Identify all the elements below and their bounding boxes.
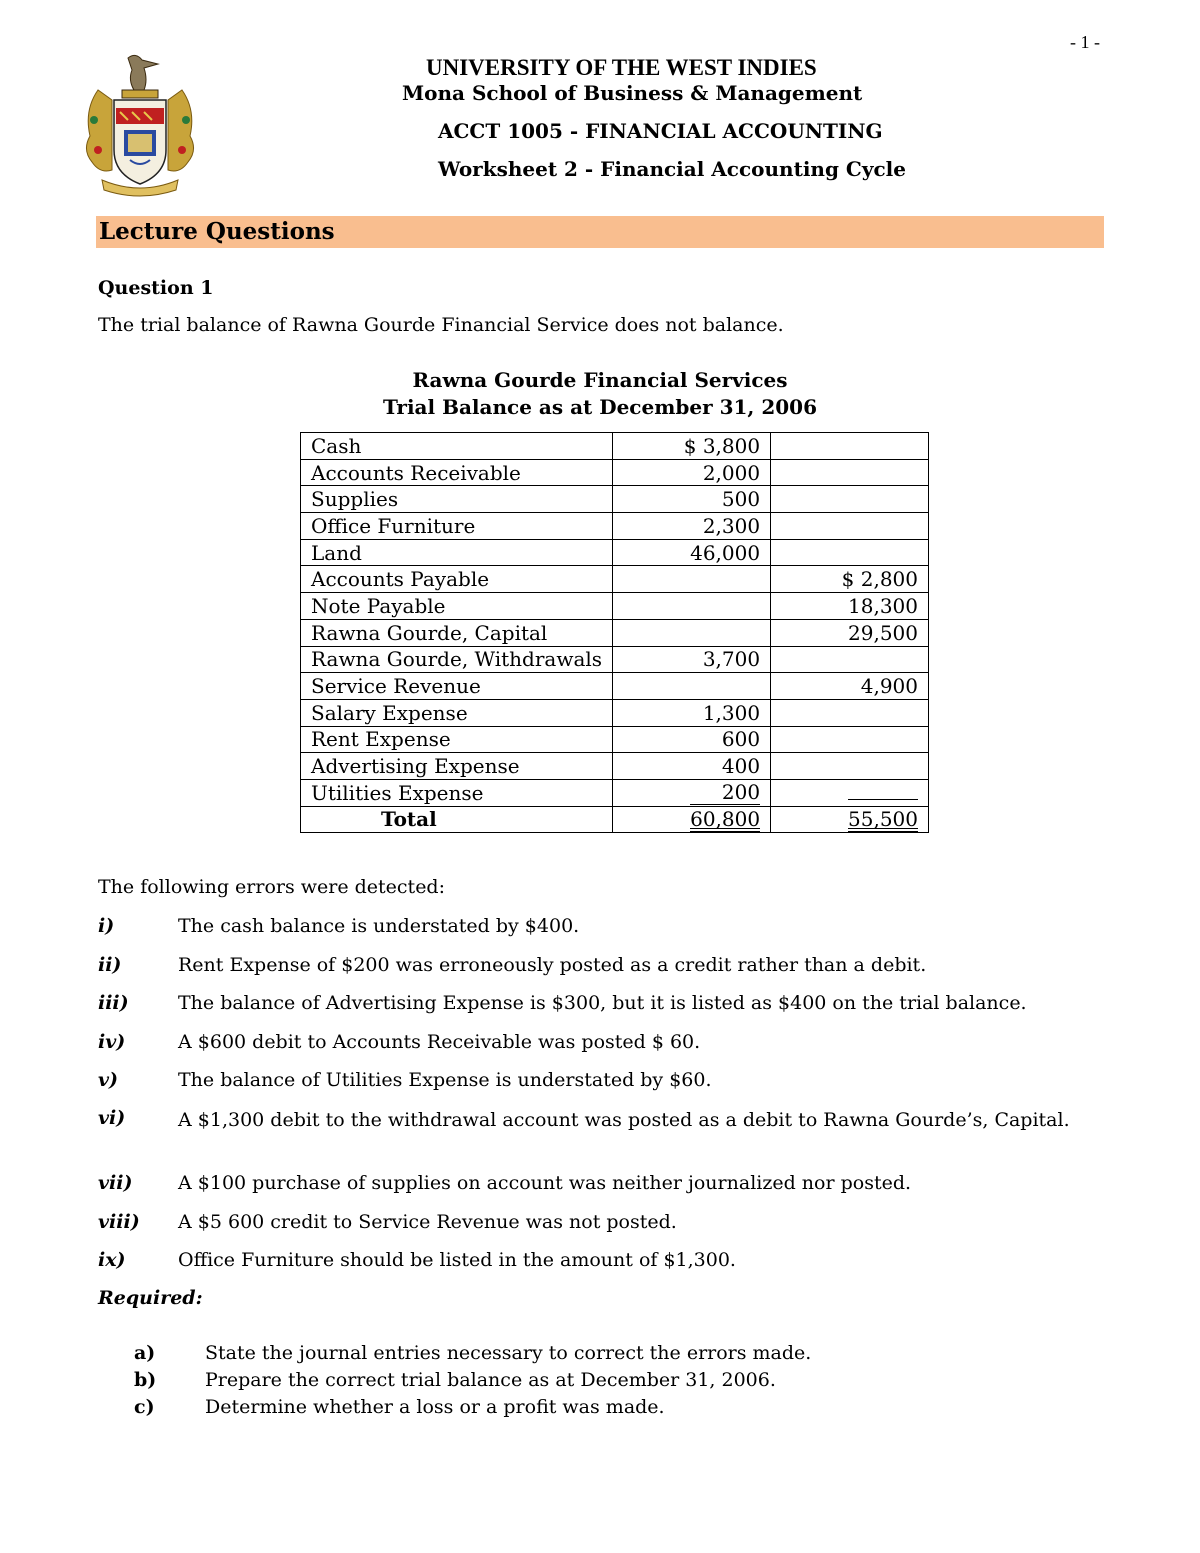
credit-cell <box>771 459 929 486</box>
error-text: A $600 debit to Accounts Receivable was posted $ 60. <box>178 1031 701 1053</box>
total-debit-cell <box>613 806 771 833</box>
required-text: State the journal entries necessary to correct the errors made. <box>205 1342 812 1364</box>
table-row <box>301 566 929 593</box>
total-row <box>301 806 929 833</box>
table-row <box>301 619 929 646</box>
debit-cell: 1,300 <box>613 699 771 726</box>
course-title: ACCT 1005 - FINANCIAL ACCOUNTING <box>438 119 883 143</box>
credit-cell <box>771 486 929 513</box>
credit-cell: $ 2,800 <box>771 566 929 593</box>
table-row <box>301 459 929 486</box>
debit-cell: 400 <box>613 753 771 780</box>
account-cell: Office Furniture <box>301 513 613 540</box>
credit-cell: 4,900 <box>771 673 929 700</box>
debit-cell: 2,000 <box>613 459 771 486</box>
table-row <box>301 433 929 460</box>
error-number: vi) <box>98 1107 126 1129</box>
account-cell: Advertising Expense <box>301 753 613 780</box>
error-text: The balance of Advertising Expense is $300, but it is listed as $400 on the trial balance. <box>178 992 1027 1014</box>
table-row <box>301 699 929 726</box>
pelican-crest <box>122 55 158 98</box>
debit-cell <box>613 779 771 806</box>
account-cell: Supplies <box>301 486 613 513</box>
account-cell: Note Payable <box>301 593 613 620</box>
trial-balance-date: Trial Balance as at December 31, 2006 <box>382 395 817 419</box>
university-name: UNIVERSITY OF THE WEST INDIES <box>426 55 817 80</box>
credit-cell <box>771 539 929 566</box>
required-number: c) <box>134 1396 155 1418</box>
account-cell: Cash <box>301 433 613 460</box>
question-intro: The trial balance of Rawna Gourde Financial Service does not balance. <box>98 314 784 336</box>
section-heading: Lecture Questions <box>99 218 335 245</box>
question-title: Question 1 <box>98 277 214 299</box>
account-cell: Utilities Expense <box>301 779 613 806</box>
account-cell: Rawna Gourde, Withdrawals <box>301 646 613 673</box>
trial-balance-company: Rawna Gourde Financial Services <box>412 368 788 392</box>
required-number: a) <box>134 1342 156 1364</box>
credit-cell: 29,500 <box>771 619 929 646</box>
section-heading-bar <box>96 216 1104 248</box>
credit-cell <box>771 753 929 780</box>
credit-cell <box>771 726 929 753</box>
account-cell: Rawna Gourde, Capital <box>301 619 613 646</box>
error-number: vii) <box>98 1172 133 1194</box>
credit-cell <box>771 646 929 673</box>
underlined-amount <box>848 799 918 800</box>
table-row <box>301 779 929 806</box>
required-text: Prepare the correct trial balance as at December 31, 2006. <box>205 1369 776 1391</box>
account-cell: Accounts Receivable <box>301 459 613 486</box>
debit-cell: $ 3,800 <box>613 433 771 460</box>
worksheet-title: Worksheet 2 - Financial Accounting Cycle <box>438 157 906 181</box>
error-text: The balance of Utilities Expense is understated by $60. <box>178 1069 712 1091</box>
table-row <box>301 646 929 673</box>
table-row <box>301 673 929 700</box>
page-number: - 1 - <box>1070 32 1100 52</box>
debit-cell: 3,700 <box>613 646 771 673</box>
account-cell: Accounts Payable <box>301 566 613 593</box>
table-row <box>301 753 929 780</box>
error-number: iv) <box>98 1031 126 1053</box>
error-text: A $5 600 credit to Service Revenue was not posted. <box>178 1211 677 1233</box>
double-underlined-total: 60,800 <box>690 806 761 831</box>
required-number: b) <box>134 1369 157 1391</box>
account-cell: Salary Expense <box>301 699 613 726</box>
error-number: iii) <box>98 992 129 1014</box>
error-text: Rent Expense of $200 was erroneously posted as a credit rather than a debit. <box>178 954 927 976</box>
table-row <box>301 593 929 620</box>
debit-cell: 46,000 <box>613 539 771 566</box>
error-number: ix) <box>98 1249 126 1271</box>
debit-cell: 600 <box>613 726 771 753</box>
error-text: A $100 purchase of supplies on account was neither journalized nor posted. <box>178 1172 912 1194</box>
crest-shield <box>114 100 166 184</box>
required-text: Determine whether a loss or a profit was made. <box>205 1396 665 1418</box>
credit-cell <box>771 433 929 460</box>
debit-cell <box>613 566 771 593</box>
error-number: i) <box>98 915 115 937</box>
credit-cell <box>771 699 929 726</box>
underlined-amount: 200 <box>690 780 760 805</box>
school-name: Mona School of Business & Management <box>402 81 863 105</box>
university-crest-logo <box>78 50 202 198</box>
account-cell: Rent Expense <box>301 726 613 753</box>
total-credit-cell <box>771 806 929 833</box>
errors-intro: The following errors were detected: <box>98 876 446 898</box>
credit-cell <box>771 513 929 540</box>
error-number: ii) <box>98 954 122 976</box>
credit-cell: 18,300 <box>771 593 929 620</box>
error-number: viii) <box>98 1211 140 1233</box>
account-cell: Service Revenue <box>301 673 613 700</box>
error-text: Office Furniture should be listed in the amount of $1,300. <box>178 1249 736 1271</box>
double-underlined-total: 55,500 <box>848 806 918 831</box>
table-row <box>301 726 929 753</box>
debit-cell <box>613 673 771 700</box>
table-row <box>301 539 929 566</box>
trial-balance-table <box>300 432 929 833</box>
debit-cell <box>613 619 771 646</box>
credit-cell <box>771 779 929 806</box>
total-label: Total <box>301 806 613 833</box>
table-row <box>301 486 929 513</box>
error-number: v) <box>98 1069 119 1091</box>
error-text: A $1,300 debit to the withdrawal account was posted as a debit to Rawna Gourde’s, Capital. <box>178 1109 1070 1131</box>
error-text: The cash balance is understated by $400. <box>178 915 580 937</box>
table-row <box>301 513 929 540</box>
debit-cell: 2,300 <box>613 513 771 540</box>
debit-cell: 500 <box>613 486 771 513</box>
debit-cell <box>613 593 771 620</box>
account-cell: Land <box>301 539 613 566</box>
required-label: Required: <box>98 1287 203 1309</box>
